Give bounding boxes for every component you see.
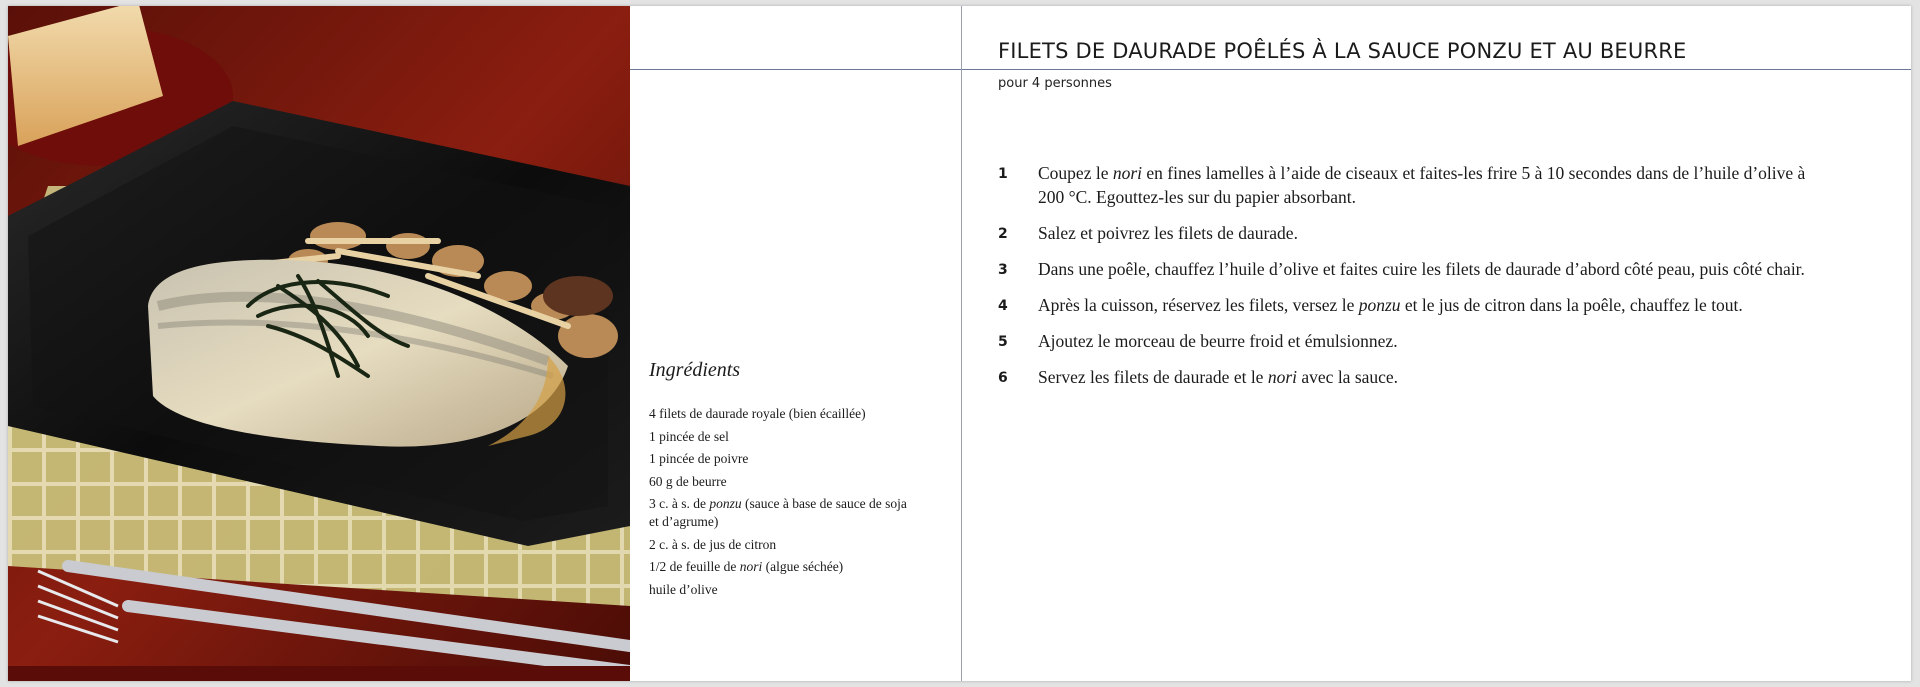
step-number: 3 xyxy=(998,262,1008,278)
dish-photo xyxy=(8,6,630,681)
ingredient-item: huile d’olive xyxy=(649,581,718,597)
step-item: 1 Coupez le nori en fines lamelles à l’aide de ciseaux et faites-les frire 5 à 10 secondes dans de l’huile d’olive à 200 °C. Egouttez-les sur du papier absorbant. xyxy=(998,163,1806,207)
step-item: 2 Salez et poivrez les filets de daurade. xyxy=(998,221,1828,245)
ingredient-item: 1 pincée de poivre xyxy=(649,451,749,466)
step-number: 1 xyxy=(998,166,1008,182)
step-number: 5 xyxy=(998,334,1008,350)
ingredient-item: 2 c. à s. de jus de citron xyxy=(649,536,777,552)
step-number: 6 xyxy=(998,370,1008,386)
recipe-title: FILETS DE DAURADE POÊLÉS À LA SAUCE PONZU ET AU BEURRE xyxy=(998,39,1687,63)
ingredient-list xyxy=(649,405,919,599)
ingredient-item: 1/2 de feuille de nori (algue séchée) xyxy=(649,559,844,574)
step-number: 4 xyxy=(998,298,1008,314)
ingredient-item: 1 pincée de sel xyxy=(649,428,729,444)
step-item: 6 Servez les filets de daurade et le nori avec la sauce. xyxy=(998,365,1828,389)
step-item: 5 Ajoutez le morceau de beurre froid et émulsionnez. xyxy=(998,329,1828,353)
method-section xyxy=(998,161,1828,401)
ingredient-item: 3 c. à s. de ponzu (sauce à base de sauce de soja et d’agrume) xyxy=(649,496,907,529)
ingredient-item: 60 g de beurre xyxy=(649,473,727,489)
ingredients-section xyxy=(649,359,919,603)
ingredients-heading: Ingrédients xyxy=(649,359,741,381)
step-item: 4 Après la cuisson, réservez les filets, versez le ponzu et le jus de citron dans la poêle, chauffez le tout. xyxy=(998,293,1828,317)
ingredient-item: 4 filets de daurade royale (bien écaillée) xyxy=(649,406,866,421)
servings-label: pour 4 personnes xyxy=(998,76,1112,91)
step-list xyxy=(998,161,1828,389)
recipe-spread xyxy=(8,6,1911,681)
step-number: 2 xyxy=(998,226,1008,242)
title-rule xyxy=(630,69,1911,70)
page-gutter xyxy=(961,6,962,681)
step-item: 3 Dans une poêle, chauffez l’huile d’olive et faites cuire les filets de daurade d’abord côté peau, puis côté chair. xyxy=(998,257,1828,281)
